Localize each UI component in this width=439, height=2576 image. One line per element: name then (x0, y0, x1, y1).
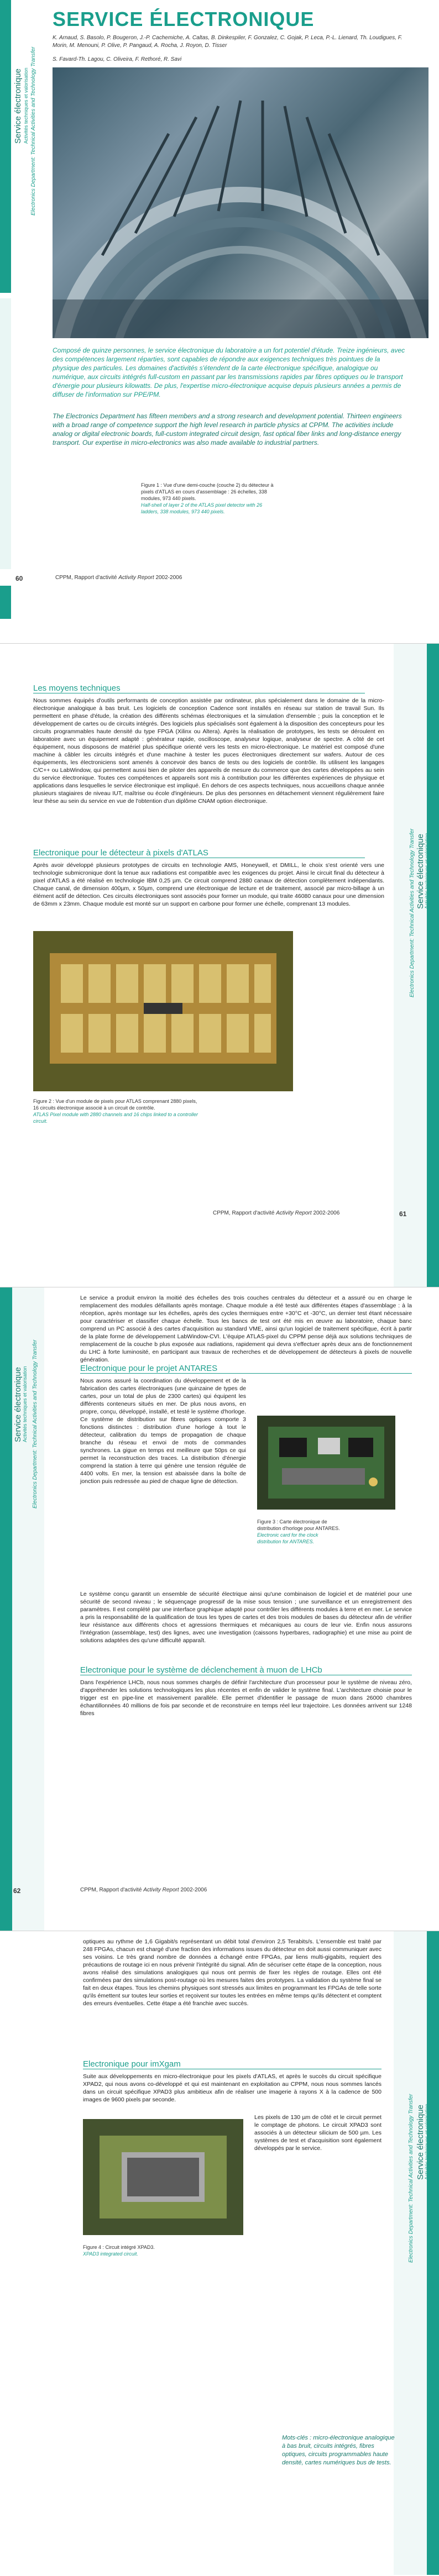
side-band-light (0, 298, 11, 569)
figure-3-caption-fr: Figure 3 : Carte électronique de distribution d'horloge pour ANTARES. (257, 1519, 340, 1531)
figure-1-caption (141, 482, 279, 515)
figure-4-caption-en: XPAD3 integrated circuit. (83, 2251, 138, 2257)
side-dept-english: Electronics Department: Technical Activities and Technology Transfer (30, 46, 36, 215)
figure-2-caption (33, 1098, 199, 1124)
side-band (0, 0, 11, 293)
page-number: 61 (399, 1210, 407, 1218)
side-dept-subtitle: Activités techniques et valorisation (23, 67, 29, 144)
page-footer: CPPM, Rapport d'activité Activity Report 2002-2006 (55, 575, 182, 581)
figure-1-caption-en: Half-shell of layer 2 of the ATLAS pixel detector with 26 ladders, 338 modules, 973 440 pixels. (141, 502, 263, 514)
photo-atlas-pixel-module (33, 931, 293, 1091)
side-dept-subtitle: Activités techniques et valorisation (424, 833, 430, 909)
paragraph-atlas-continued: Le service a produit environ la moitié des échelles des trois couches centrales du détecteur et a assuré ou en charge le remplacement des modules défaillants après montage. Chaque module a été testé aux différentes étapes d'assemblage : à la réception, après montage sur les échelles, après des cycles thermiques entre +30°C et -30°C, un dernier test étant nécessaire pour caractériser et classifier chaque échelle. Tous les bancs de test ont été mis en œuvre au laboratoire, chaque banc comprend un PC associé à des cartes d'acquisition au standard VME, ainsi qu'un logiciel de traitement spécifique, écrit à partir de la plate forme de développement LabWindow-CVI. L'équipe ATLAS-pixel du CPPM pense déjà aux solutions techniques de remplacement de la couche b plus exposée aux radiations, rapidement qui devra s'effectuer après deux ans de fonctionnement du LHC à forte luminosité, en participant aux travaux de recherches et de développement de détecteurs à pixels de nouvelle génération. (80, 1295, 412, 1363)
heading-atlas: Electronique pour le détecteur à pixels d'ATLAS (33, 848, 365, 858)
side-band-bottom (0, 586, 11, 619)
page-number: 60 (15, 575, 23, 582)
heading-moyens-techniques: Les moyens techniques (33, 684, 365, 693)
figure-4-caption (83, 2244, 205, 2257)
side-dept-english: Electronics Department: Technical Activities and Technology Transfer (32, 1339, 38, 1508)
heading-imxgam: Electronique pour imXgam (83, 2059, 381, 2069)
keywords: Mots-clés : micro-électronique analogique à bas bruit, circuits intégrés, fibres optiques, circuits programmables haute densité, cartes numériques bus de tests. (282, 2435, 395, 2466)
authors-list-2: S. Favard-Th. Lagou, C. Oliveira, F. Rethoré, R. Savi (53, 56, 182, 62)
abstract-english: The Electronics Department has fifteen members and a strong research and development potential. Thirteen engineers with a broad range of competence support the high level research in particle physics at CPPM. The activities include analog or digital electronic boards, full-custom integrated circuit design, fast optical fiber links and long-distance energy transport. Our expertise in micro-electronics was also made available to industrial partners. (53, 412, 402, 446)
paragraph-atlas: Après avoir développé plusieurs prototypes de circuits en technologie AMS, Honeywell, et DMILL, le choix s'est orienté vers une technologie submicronique dont la tenue aux radiations est compatible avec les exigences du projet. Ainsi le circuit final du détecteur à pixel d'ATLAS a été réalisé en technologie IBM 0,25 µm. Ce circuit comprend 2880 canaux de détection complètement indépendants. Chaque canal, de dimension 400µm, x 50µm, comprend une électronique de lecture et de traitement, associé par micro-billage à un élément actif de détection. Ces circuits électroniques sont associés pour former un module, qui traite 46080 canaux pour une dimension de 63mm x 23mm. Chaque module est monté sur un support en carbone pour former une échelle, comprenant 13 modules. (33, 862, 384, 907)
figure-1-caption-fr: Figure 1 : Vue d'une demi-couche (couche 2) du détecteur à pixels d'ATLAS en cours d'assemblage : 26 échelles, 338 modules, 973 440 pixels. (141, 482, 274, 501)
page-62 (0, 1287, 439, 1931)
figure-4-caption-fr: Figure 4 : Circuit intégré XPAD3. (83, 2244, 155, 2250)
authors-list: K. Arnaud, S. Basolo, P. Bougeron, J.-P. Cachemiche, A. Caltas, B. Dinkespiler, F. Gonzalez, C. Gojak, P. Leca, P.-L. Lienard, Th. Loudigues, F. Morin, M. Menouni, P. Olive, P. Pangaud, A. Rocha, J. Royon, D. Tisser (53, 35, 403, 49)
figure-2-caption-fr: Figure 2 : Vue d'un module de pixels pour ATLAS comprenant 2880 pixels, 16 circuits électronique associé à un circuit de contrôle. (33, 1098, 197, 1111)
photo-antares-clock-card (257, 1416, 395, 1510)
side-dept-english: Electronics Department: Technical Activities and Technology Transfer (408, 2094, 414, 2263)
side-band (0, 1287, 12, 1931)
paragraph-antares-continued: Le système conçu garantit un ensemble de sécurité électrique ainsi qu'une combinaison de logiciel et de matériel pour une sécurité de second niveau ; le séquençage progressif de la mise sous tension ; une surveillance et un enregistrement des paramètres. Il est complété par une interface graphique adapté pour contrôler les différents modules à terre et en mer. Le service a pris la responsabilité de la qualification de tous les types de cartes et des trois modules de bases du détecteur afin de vérifier leur résistance aux différents chocs et agressions thermiques et mécaniques au cours de leur vie. Enfin nous assurons l'intégration (assemblage, test) des lignes, avec une investigation (caissons hyperbares, radiographie) et une mise au point de solutions adaptées des qu'une difficulté apparaît. (80, 1591, 412, 1644)
figure-3-caption-en: Electronic card for the clock distribution for ANTARES. (257, 1532, 318, 1544)
side-dept-title: Service électronique (13, 69, 23, 144)
page-61 (0, 644, 439, 1287)
photo-pixel-detector-half-shell (53, 67, 428, 338)
side-dept-title: Service électronique (416, 2105, 425, 2180)
photo-xpad3-circuit (83, 2119, 243, 2235)
paragraph-moyens: Nous sommes équipés d'outils performants de conception assistée par ordinateur, plus spécialement dans le domaine de la micro-électronique analogique à bas bruit. Les logiciels de conception Cadence sont installés en réseau sur station de travail Sun. Ils permettent en phase d'étude, la création des différents schémas électroniques et la simulation d'ensemble ; puis la conception et le développement de cartes ou de circuits intégrés. Des logiciels plus spécialisés sont également à la disposition des concepteurs pour les circuits programmables haute densité du type FPGA (Xilinx ou Altera). Après la réalisation de prototypes, les tests se déroulent en laboratoire avec un équipement adapté : générateur rapide, oscilloscope, analyseur logique, analyseur de spectre. A côté de cet équipement, nous disposons de matériel plus spécifique orienté vers les tests en micro-électronique. Le matériel est composé d'une machine à câbler les circuits intégrés et d'une machine à tester les puces électroniques directement sur wafers. Autour de ces équipements, les électroniciens sont amenés à concevoir des bancs de tests ou des logiciels de contrôle. Ils utilisent les langages C/C++ ou LabWindow, qui permettent aussi bien de piloter des appareils de mesure du commerce que des cartes développées au sein du service électronique. Toutes ces compétences et appareils sont mis à contribution pour les différentes expériences de physique et applications dans lesquelles le service électronique est impliqué. En dehors de ces aspects techniques, nous accueillons chaque année plusieurs stagiaires de niveau IUT, maîtrise ou école d'ingénieurs. De plus des personnes en détachement viennent régulièrement faire leur thèse au sein du service en vue de l'obtention d'un diplôme CNAM option électronique. (33, 697, 384, 805)
paragraph-imxgam-continued: Les pixels de 130 µm de côté et le circuit permet le comptage de photons. Le circuit XPAD3 sont associés à un détecteur silicium de 500 µm. Les systèmes de test et d'acquisition sont également développés par le service. (254, 2114, 381, 2152)
page-number: 62 (13, 1887, 21, 1895)
heading-lhcb: Electronique pour le système de déclenchement à muon de LHCb (80, 1665, 412, 1675)
page-title: SERVICE ÉLECTRONIQUE (53, 8, 315, 30)
side-band (427, 644, 439, 1287)
heading-antares: Electronique pour le projet ANTARES (80, 1364, 412, 1374)
page-60 (0, 0, 439, 644)
side-dept-title: Service électronique (13, 1367, 23, 1442)
page-footer: CPPM, Rapport d'activité Activity Report 2002-2006 (213, 1210, 340, 1216)
side-band (427, 1931, 439, 2575)
side-dept-subtitle: Activités techniques et valorisation (22, 1366, 28, 1442)
side-dept-title: Service électronique (416, 834, 425, 909)
paragraph-lhcb: Dans l'expérience LHCb, nous nous sommes chargés de définir l'architecture d'un processeur pour le système de niveau zéro, d'appréhender les solutions technologiques les plus récentes et enfin de valider le système final. L'architecture choisie pour le trigger est en pipe-line et massivement parallèle. Elle permet d'identifier le passage de muon dans 26000 chambres échantillonnées 40 millions de fois par seconde et de reconstruire en temps réel leur trajectoire. Les données arrivent sur 1248 fibres (80, 1679, 412, 1717)
paragraph-antares: Nous avons assuré la coordination du développement et de la fabrication des cartes électroniques (une quinzaine de types de cartes, pour un total de plus de 2300 cartes) qui équipent les différents conteneurs situés en mer. De plus nous avons, en propre, conçu, développé, installé, et testé le système d'horloge. Ce système de distribution sur fibres optiques comporte 3 fonctions distinctes : distribution d'une horloge à tout le détecteur, calibration du temps de propagation de chaque branche du réseau et envoi de mots de commandes synchrones. La gigue en temps est meilleure que 50ps ce qui permet la reconstruction des traces. La distribution d'énergie comprend la station à terre qui génère une tension régulée de 4400 volts. En mer, la tension est abaissée dans la boîte de jonction puis redressée au pied de chaque ligne de détection. (80, 1378, 246, 1485)
paragraph-imxgam: Suite aux développements en micro-électronique pour les pixels d'ATLAS, et après le succès du circuit spécifique XPAD2, qui nous avons co-développé et qui est maintenant en exploitation au CPPM, nous nous sommes lancés dans un circuit spécifique XPAD3 plus ambitieux afin de réaliser une imagerie à rayons X à la cadence de 500 images de 9600 pixels par seconde. (83, 2073, 381, 2103)
figure-3-caption (257, 1518, 340, 1545)
figure-2-caption-en: ATLAS Pixel module with 2880 channels and 16 chips linked to a controller circuit. (33, 1112, 198, 1124)
side-dept-subtitle: Activités techniques et valorisation (424, 2104, 430, 2180)
page-63 (0, 1931, 439, 2575)
abstract-french: Composé de quinze personnes, le service électronique du laboratoire a un fort potentiel d'étude. Treize ingénieurs, avec des compétences largement réparties, sont capables de répondre aux exigences techniques très pointues de la physique des particules. Les domaines d'activités s'étendent de la carte électronique spécifique, analogique ou numérique, aux circuits intégrés full-custom en passant par les transmissions rapides par fibres optiques ou le transport d'énergie pour plusieurs kilowatts. De plus, l'expertise micro-électronique acquise depuis plusieurs années a permis de diffuser de l'information sur PPE/PM. (53, 346, 405, 398)
page-footer: CPPM, Rapport d'activité Activity Report 2002-2006 (80, 1887, 207, 1893)
paragraph-lhcb-continued: optiques au rythme de 1,6 Gigabit/s représentant un débit total d'environ 2,5 Terabits/s. L'ensemble est traité par 248 FPGAs, chacun est chargé d'une fraction des informations issues du détecteur en doit aussi communiquer avec ses voisins. Le très grand nombre de données a échangé entre FPGAs, par liens multi-gigabits, requiert des précautions de routage ici en nous prévenir l'intégrité du signal. Afin de sécuriser cette étape de la conception, nous avons réalisé des simulations analogiques qui nous ont permis de fixer les règles de routage. Elles ont été confirmées par des simulations post-routage où les mesures faites des prototypes. La validation du système final se fait en deux étapes. Tous les chemins physiques sont stressés aux limites en programmant les FPGAs de telle sorte qu'ils émettent sur toutes leur sorties et reçoivent sur toutes les entrées en même temps qu'ils détectent et comptent des erreurs éventuelles. Cette étape a été franchie avec succès. (83, 1938, 381, 2007)
side-dept-english: Electronics Department: Technical Activities and Technology Transfer (409, 828, 415, 997)
